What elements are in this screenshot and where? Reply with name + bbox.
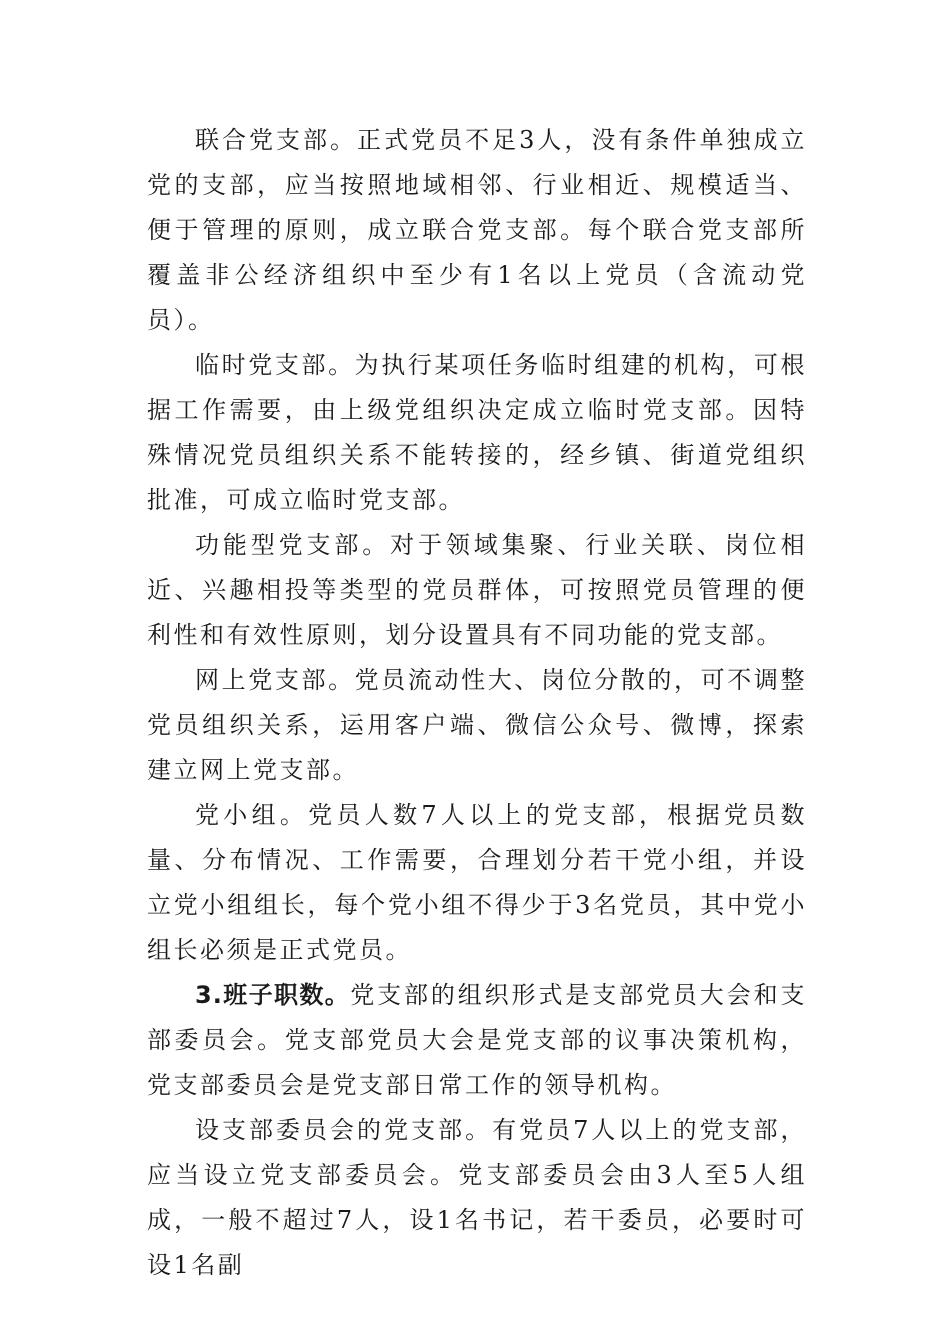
paragraph-online-branch: [147, 658, 807, 793]
section-heading: 3.班子职数。: [195, 981, 351, 1009]
paragraph-text: 网上党支部。党员流动性大、岗位分散的，可不调整党员组织关系，运用客户端、微信公众号、微博，探索建立网上党支部。: [147, 666, 807, 784]
paragraph-temporary-branch: [147, 343, 807, 523]
paragraph-text: 党小组。党员人数7人以上的党支部，根据党员数量、分布情况、工作需要，合理划分若干党小组，并设立党小组组长，每个党小组不得少于3名党员，其中党小组长必须是正式党员。: [147, 801, 807, 964]
paragraph-team-positions: [147, 973, 807, 1108]
paragraph-functional-branch: [147, 523, 807, 658]
paragraph-party-group: [147, 793, 807, 973]
paragraph-text: 临时党支部。为执行某项任务临时组建的机构，可根据工作需要，由上级党组织决定成立临时党支部。因特殊情况党员组织关系不能转接的，经乡镇、街道党组织批准，可成立临时党支部。: [147, 351, 807, 514]
paragraph-text: 党支部的组织形式是支部党员大会和支部委员会。党支部党员大会是党支部的议事决策机构，党支部委员会是党支部日常工作的领导机构。: [147, 981, 807, 1099]
paragraph-text: 功能型党支部。对于领域集聚、行业关联、岗位相近、兴趣相投等类型的党员群体，可按照党员管理的便利性和有效性原则，划分设置具有不同功能的党支部。: [147, 531, 807, 649]
paragraph-text: 设支部委员会的党支部。有党员7人以上的党支部，应当设立党支部委员会。党支部委员会由3人至5人组成，一般不超过7人，设1名书记，若干委员，必要时可设1名副: [147, 1116, 807, 1279]
paragraph-joint-branch: [147, 118, 807, 343]
paragraph-branch-committee: [147, 1108, 807, 1288]
paragraph-text: 联合党支部。正式党员不足3人，没有条件单独成立党的支部，应当按照地域相邻、行业相近、规模适当、便于管理的原则，成立联合党支部。每个联合党支部所覆盖非公经济组织中至少有1名以上党员（含流动党员）。: [147, 126, 807, 334]
document-body: [147, 118, 807, 1288]
